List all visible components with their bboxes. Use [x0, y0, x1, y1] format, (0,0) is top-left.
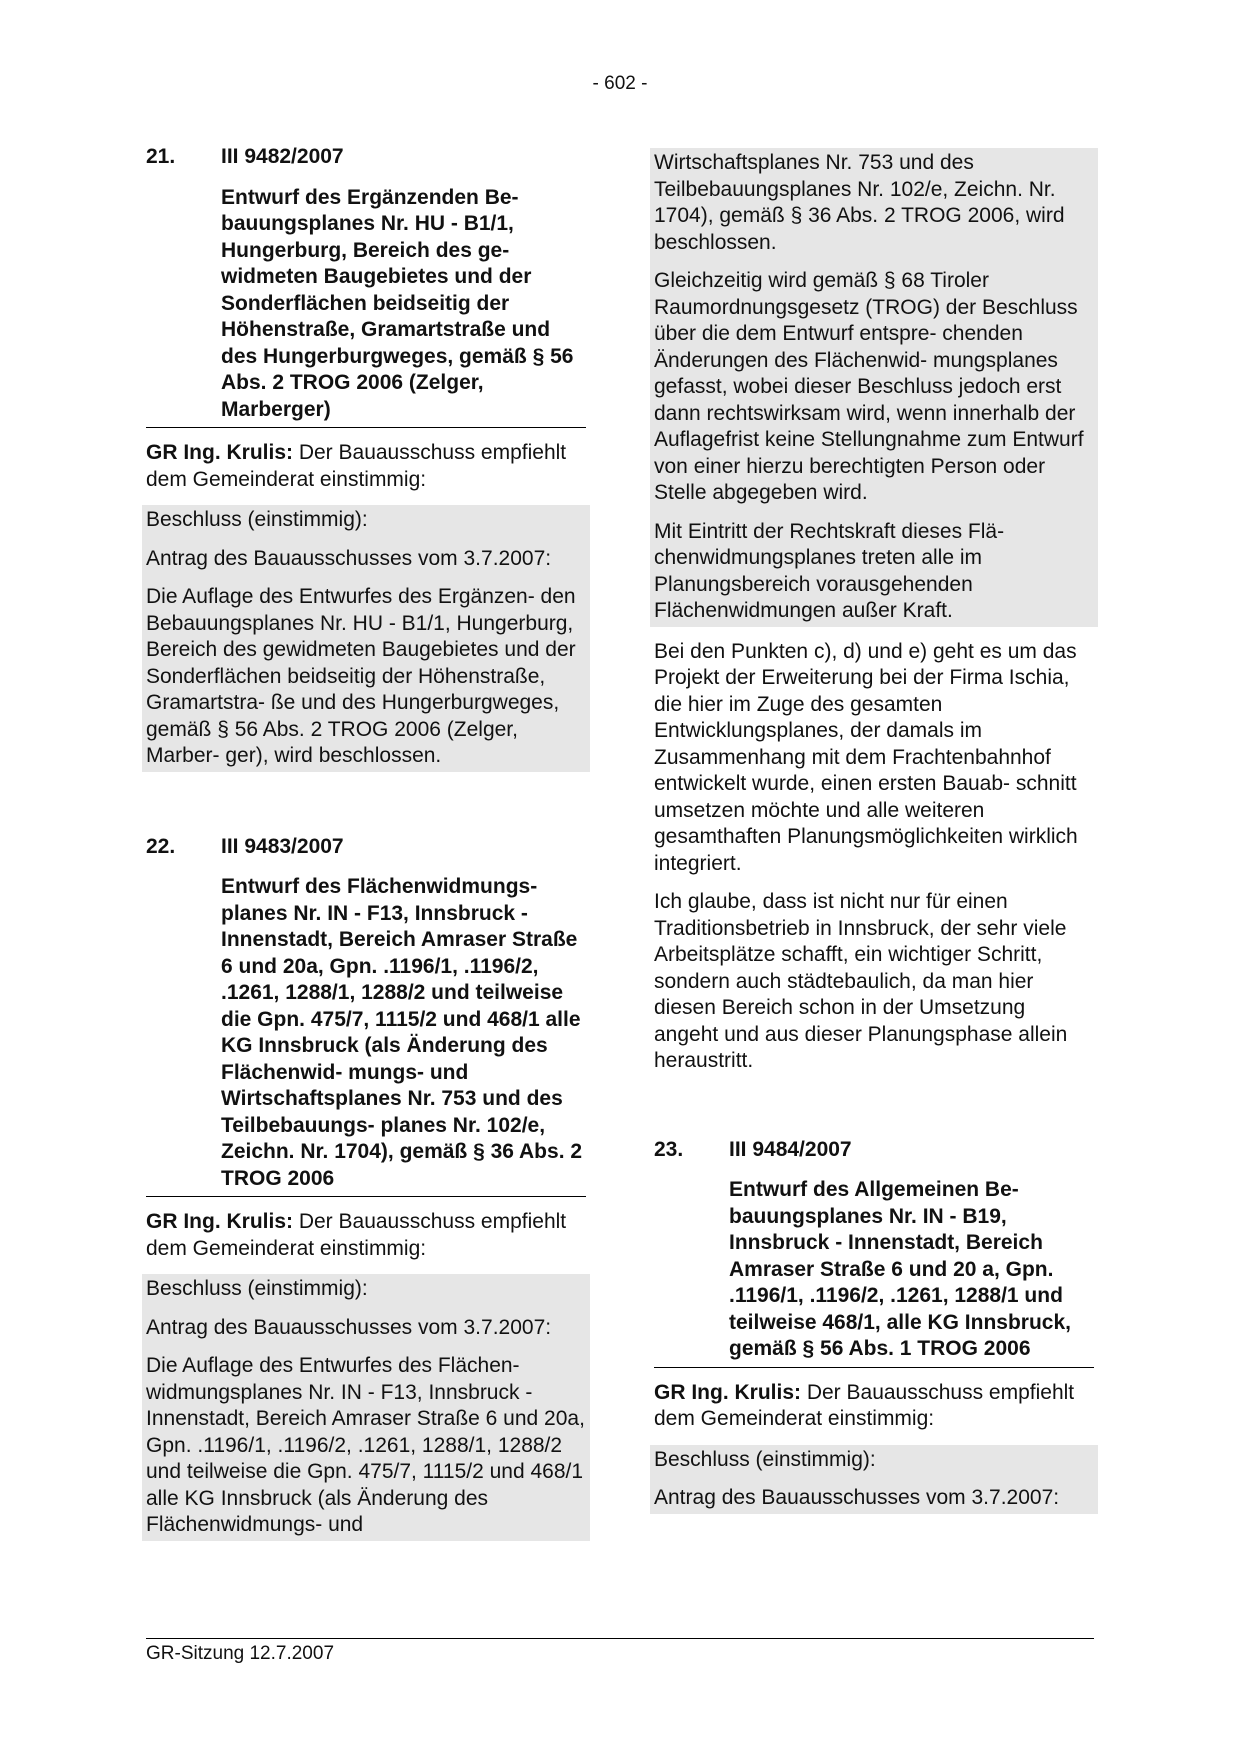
- footer-divider: [146, 1638, 1094, 1639]
- resolution-box: [142, 1274, 590, 1541]
- speaker-statement: [146, 440, 586, 493]
- divider: [146, 427, 586, 428]
- speech-text: Der Bauausschuss empfiehlt dem Gemeinderat einstimmig:: [146, 441, 567, 491]
- divider: [146, 1196, 586, 1197]
- item-title: Entwurf des Ergänzenden Be- bauungsplanes Nr. HU - B1/1, Hungerburg, Bereich des ge- widmeten Baugebietes und der Sonderflächen beidseitig der Höhenstraße, Gramartstraße und des Hungerburgweges, gemäß § 56 Abs. 2 TROG 2006 (Zelger, Marberger): [221, 185, 574, 421]
- legal-effect-text: Mit Eintritt der Rechtskraft dieses Flä- chenwidmungsplanes treten alle im Planungsbereich vorausgehenden Flächenwidmungen außer Kraft.: [654, 519, 1005, 622]
- speech-text: Der Bauausschuss empfiehlt dem Gemeinderat einstimmig:: [146, 1210, 567, 1260]
- speaker-name: GR Ing. Krulis:: [654, 1380, 801, 1404]
- item-reference: III 9484/2007: [729, 1137, 852, 1161]
- resolution-box-continued: [650, 148, 1098, 627]
- resolution-label: Beschluss (einstimmig):: [146, 1277, 368, 1300]
- left-column: [146, 144, 586, 1541]
- item-number: 22.: [146, 834, 176, 858]
- resolution-text-continued: Wirtschaftsplanes Nr. 753 und des Teilbebauungsplanes Nr. 102/e, Zeichn. Nr. 1704), gemäß § 36 Abs. 2 TROG 2006, wird beschlossen.: [654, 151, 1065, 254]
- right-column: [654, 148, 1094, 1514]
- item-heading: [654, 1137, 1094, 1164]
- motion-label: Antrag des Bauausschusses vom 3.7.2007:: [146, 1315, 552, 1339]
- item-title: Entwurf des Flächenwidmungs- planes Nr. IN - F13, Innsbruck - Innenstadt, Bereich Amraser Straße 6 und 20a, Gpn. .1196/1, .1196/2, .1261, 1288/1, 1288/2 und teilweise die Gpn. 475/7, 1115/2 und 468/1 alle KG Innsbruck (als Änderung des Flächenwid- mungs- und Wirtschaftsplanes Nr. 753 und des Teilbebauungs- planes Nr. 102/e, Zeichn. Nr. 1704), gemäß § 36 Abs. 2 TROG 2006: [221, 875, 583, 1190]
- speaker-statement: [146, 1209, 586, 1262]
- resolution-box: [142, 505, 590, 772]
- item-heading: [146, 144, 586, 171]
- speech-text: Der Bauausschuss empfiehlt dem Gemeinderat einstimmig:: [654, 1380, 1075, 1430]
- zoning-resolution-text: Gleichzeitig wird gemäß § 68 Tiroler Raumordnungsgesetz (TROG) der Beschluss über die dem Entwurf entspre- chenden Änderungen des Flächenwid- mungsplanes gefasst, wobei dieser Beschluss jedoch erst dann rechtswirksam wird, wenn innerhalb der Auflagefrist keine Stellungnahme zum Entwurf von einer hierzu berechtigten Person oder Stelle abgegeben wird.: [654, 269, 1084, 504]
- motion-label: Antrag des Bauausschusses vom 3.7.2007:: [654, 1486, 1060, 1509]
- item-number: 23.: [654, 1137, 684, 1161]
- agenda-item-22: [146, 834, 586, 1541]
- speaker-name: GR Ing. Krulis:: [146, 1210, 293, 1233]
- speech-paragraph: Bei den Punkten c), d) und e) geht es um das Projekt der Erweiterung bei der Firma Ischia, die hier im Zuge des gesamten Entwicklungsplanes, der damals im Zusammenhang mit dem Frachtenbahnhof entwickelt wurde, einen ersten Bauab- schnitt umsetzen möchte und alle weiteren gesamthaften Planungsmöglichkeiten wirklich integriert.: [654, 639, 1078, 875]
- speech-paragraph: Ich glaube, dass ist nicht nur für einen Traditionsbetrieb in Innsbruck, der sehr viele Arbeitsplätze schafft, ein wichtiger Schritt, sondern auch städtebaulich, da man hier diesen Bereich schon in der Umsetzung angeht und aus dieser Planungsphase allein heraustritt.: [654, 890, 1068, 1072]
- resolution-box: [650, 1445, 1098, 1514]
- resolution-label: Beschluss (einstimmig):: [654, 1447, 876, 1471]
- agenda-item-23: [654, 1137, 1094, 1514]
- page-number: - 602 -: [592, 73, 648, 94]
- footer-text: GR-Sitzung 12.7.2007: [146, 1643, 335, 1664]
- resolution-text: Die Auflage des Entwurfes des Flächen- widmungsplanes Nr. IN - F13, Innsbruck - Innenstadt, Bereich Amraser Straße 6 und 20a, Gpn. .1196/1, .1196/2, .1261, 1288/1, 1288/2 und teilweise die Gpn. 475/7, 1115/2 und 468/1 alle KG Innsbruck (als Änderung des Flächenwidmungs- und: [146, 1354, 585, 1536]
- item-heading: [146, 834, 586, 861]
- resolution-text: Die Auflage des Entwurfes des Ergänzen- den Bebauungsplanes Nr. HU - B1/1, Hungerburg, Bereich des gewidmeten Baugebietes und der Sonderflächen beidseitig der Höhenstraße, Gramartstra- ße und des Hungerburgweges, gemäß § 56 Abs. 2 TROG 2006 (Zelger, Marber- ger), wird beschlossen.: [146, 585, 576, 767]
- speaker-statement: [654, 1380, 1094, 1433]
- speaker-name: GR Ing. Krulis:: [146, 441, 293, 464]
- agenda-item-21: [146, 144, 586, 772]
- item-reference: III 9482/2007: [221, 145, 344, 168]
- divider: [654, 1367, 1094, 1368]
- resolution-label: Beschluss (einstimmig):: [146, 508, 368, 531]
- item-title: Entwurf des Allgemeinen Be- bauungsplanes Nr. IN - B19, Innsbruck - Innenstadt, Bereich Amraser Straße 6 und 20 a, Gpn. .1196/1, .1196/2, .1261, 1288/1 und teilweise 468/1, alle KG Innsbruck, gemäß § 56 Abs. 1 TROG 2006: [729, 1178, 1071, 1360]
- item-number: 21.: [146, 145, 176, 168]
- item-reference: III 9483/2007: [221, 834, 344, 858]
- motion-label: Antrag des Bauausschusses vom 3.7.2007:: [146, 546, 552, 570]
